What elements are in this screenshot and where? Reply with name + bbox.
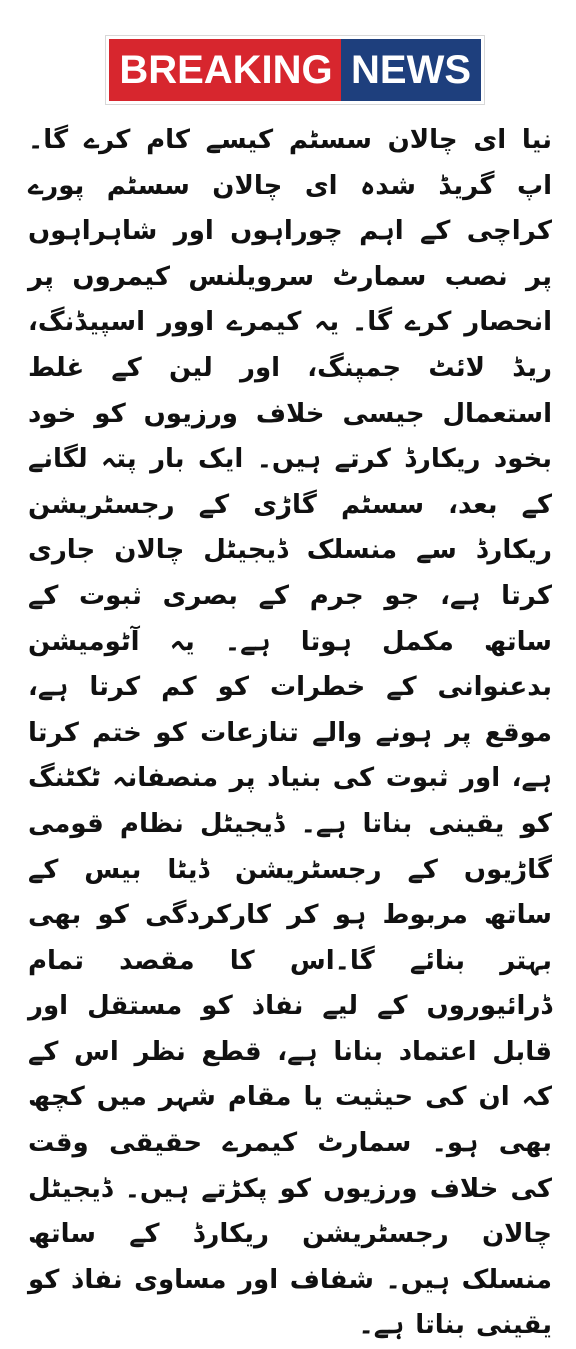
banner-news-label: NEWS bbox=[341, 39, 481, 101]
article-body: نیا ای چالان سسٹم کیسے کام کرے گا۔ اپ گریڈ شدہ ای چالان سسٹم پورے کراچی کے اہم چوراہوں اور شاہراہوں پر نصب سمارٹ سرویلنس کیمروں پر انحصار کرے گا۔ یہ کیمرے اوور اسپیڈنگ، ریڈ لائٹ جمپنگ، اور لین کے غلط استعمال جیسی خلاف ورزیوں کو خود بخود ریکارڈ کرتے ہیں۔ ایک بار پتہ لگانے کے بعد، سسٹم گاڑی کے رجسٹریشن ریکارڈ سے منسلک ڈیجیٹل چالان جاری کرتا ہے، جو جرم کے بصری ثبوت کے ساتھ مکمل ہوتا ہے۔ یہ آٹومیشن بدعنوانی کے خطرات کو کم کرتا ہے، موقع پر ہونے والے تنازعات کو ختم کرتا ہے، اور ثبوت کی بنیاد پر منصفانہ ٹکٹنگ کو یقینی بناتا ہے۔ ڈیجیٹل نظام قومی گاڑیوں کے رجسٹریشن ڈیٹا بیس کے ساتھ مربوط ہو کر کارکردگی کو بھی بہتر بنائے گا۔اس کا مقصد تمام ڈرائیوروں کے لیے نفاذ کو مستقل اور قابل اعتماد بنانا ہے، قطع نظر اس کے کہ ان کی حیثیت یا مقام شہر میں کچھ بھی ہو۔ سمارٹ کیمرے حقیقی وقت کی خلاف ورزیوں کو پکڑتے ہیں۔ ڈیجیٹل چالان رجسٹریشن ریکارڈ کے ساتھ منسلک ہیں۔ شفاف اور مساوی نفاذ کو یقینی بناتا ہے۔ bbox=[28, 125, 552, 1341]
banner-breaking-label: BREAKING bbox=[109, 39, 341, 101]
breaking-news-banner bbox=[106, 36, 484, 104]
